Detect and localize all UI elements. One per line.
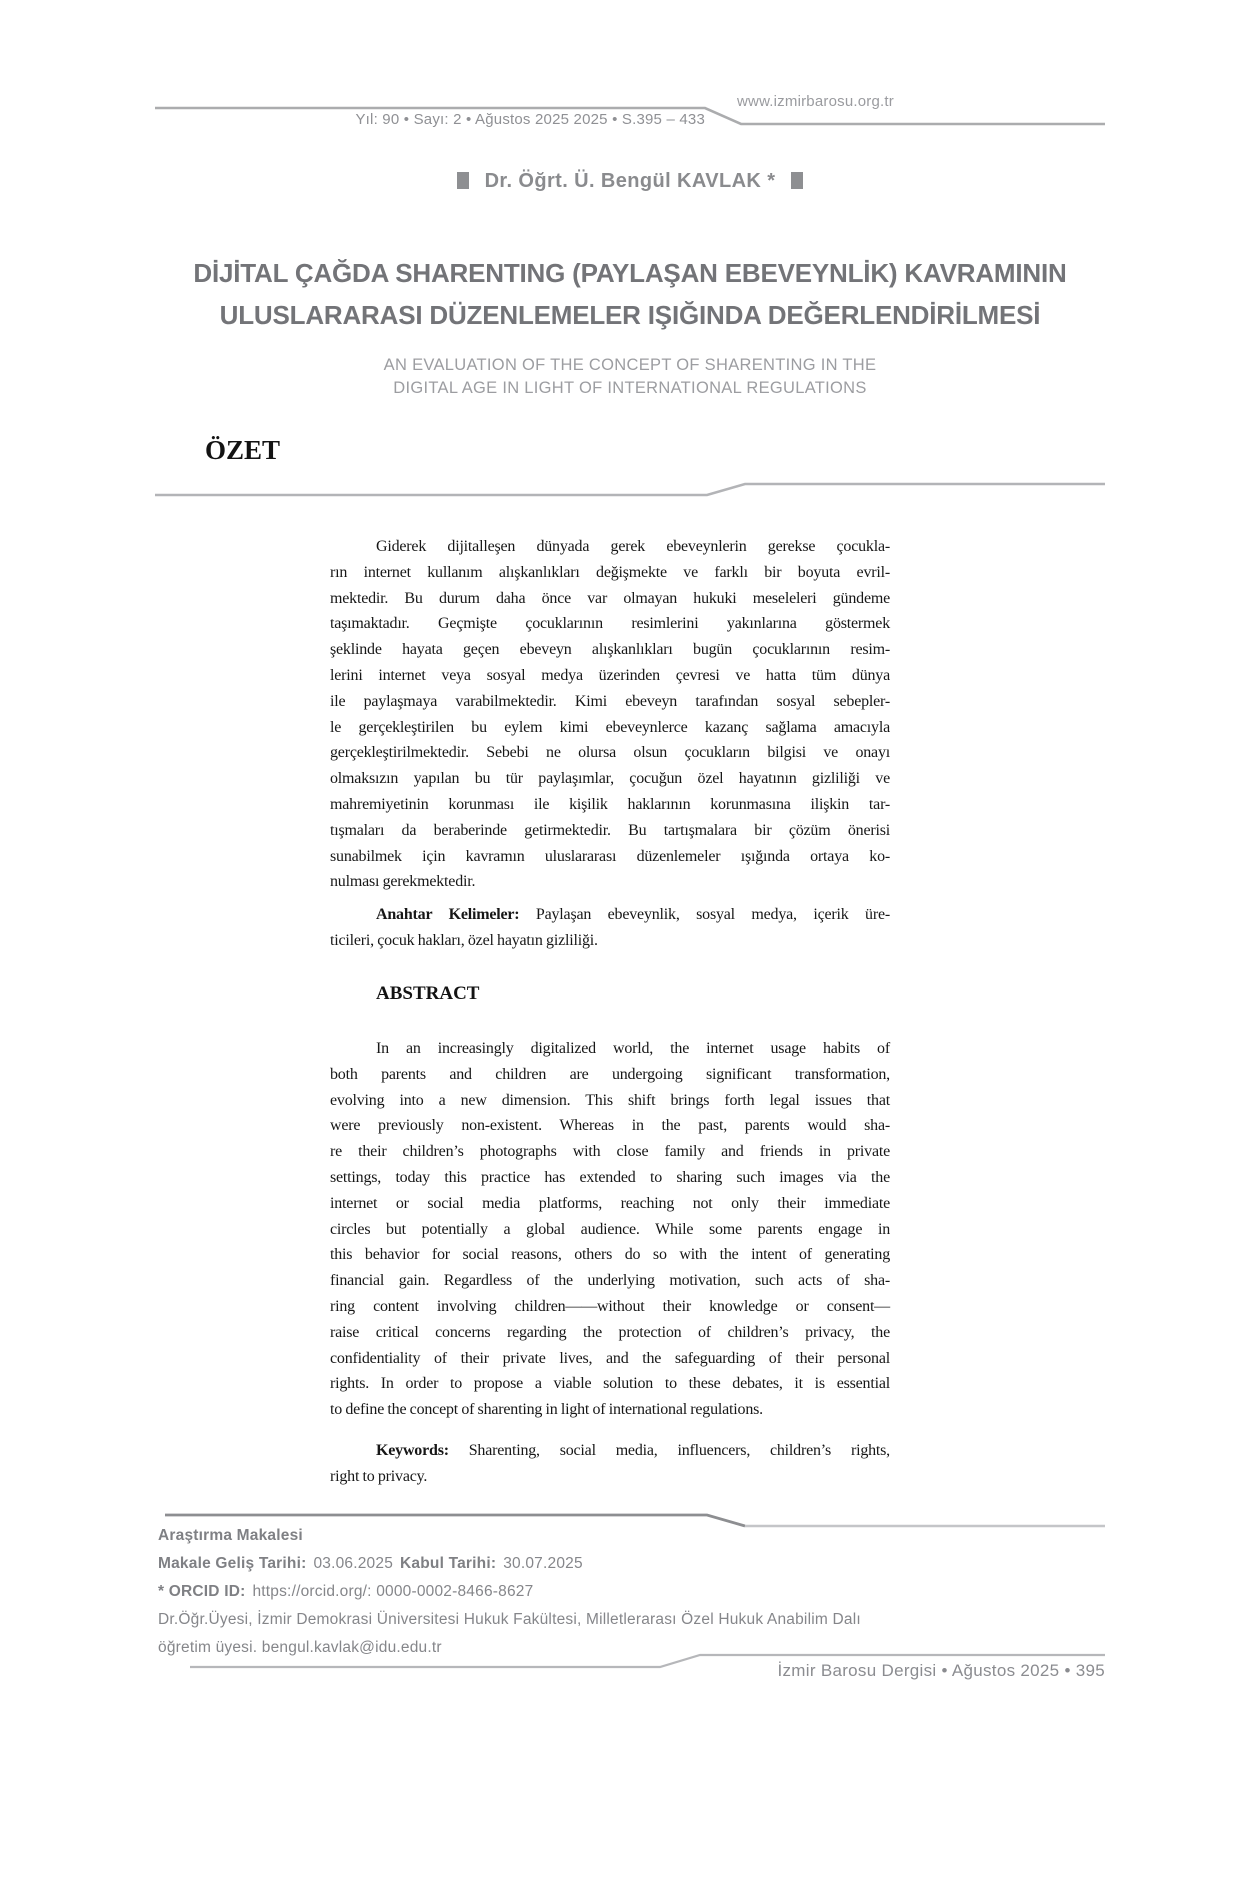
abstract-text-line: settings, today this practice has extended to sharing such images via the bbox=[330, 1168, 890, 1186]
author-line bbox=[0, 170, 1260, 193]
page-footer: İzmir Barosu Dergisi • Ağustos 2025 • 395 bbox=[777, 1661, 1105, 1680]
keywords-label: Keywords: bbox=[376, 1442, 449, 1459]
author-name: Dr. Öğrt. Ü. Bengül KAVLAK * bbox=[484, 170, 776, 192]
anahtar-kelimeler bbox=[330, 902, 890, 954]
article-subtitle bbox=[0, 354, 1260, 400]
ozet-text-line: rın internet kullanım alışkanlıkları değişmekte ve farklı bir boyuta evril- bbox=[330, 563, 890, 581]
orcid-label: * ORCID ID: bbox=[158, 1583, 246, 1600]
ozet-text-line: tışmaları da beraberinde getirmektedir. Bu tartışmalara bir çözüm önerisi bbox=[330, 821, 890, 839]
received-label: Makale Geliş Tarihi: bbox=[158, 1555, 307, 1572]
ozet-text-line: mahremiyetinin korunması ile kişilik haklarının korunmasına ilişkin tar- bbox=[330, 795, 890, 813]
abstract-text-line: financial gain. Regardless of the underlying motivation, such acts of sha- bbox=[330, 1272, 890, 1290]
ozet-text-line: nulması gerekmektedir. bbox=[330, 873, 476, 891]
ozet-text-line: lerini internet veya sosyal medya üzerinden çevresi ve hatta tüm dünya bbox=[330, 666, 890, 684]
article-title bbox=[0, 252, 1260, 336]
keywords-text: Sharenting, social media, influencers, children’s rights, bbox=[448, 1442, 890, 1459]
accepted-date: 30.07.2025 bbox=[503, 1555, 583, 1572]
footnote-block bbox=[158, 1522, 1078, 1662]
abstract-text-line: both parents and children are undergoing significant transformation, bbox=[330, 1065, 890, 1083]
affiliation-line-1: Dr.Öğr.Üyesi, İzmir Demokrasi Üniversitesi Hukuk Fakültesi, Milletlerarası Özel Hukuk Anabilim Dalı bbox=[158, 1611, 861, 1628]
keywords bbox=[330, 1438, 890, 1490]
ozet-heading: ÖZET bbox=[205, 435, 281, 465]
subtitle-line-1: AN EVALUATION OF THE CONCEPT OF SHARENTING IN THE bbox=[383, 356, 877, 374]
ozet-text-line: şeklinde hayata geçen ebeveyn alışkanlıkları bugün çocuklarının resim- bbox=[330, 641, 890, 659]
abstract-text-line: internet or social media platforms, reaching not only their immediate bbox=[330, 1194, 890, 1212]
abstract-text-line: evolving into a new dimension. This shift brings forth legal issues that bbox=[330, 1091, 890, 1109]
title-line-2: ULUSLARARASI DÜZENLEMELER IŞIĞINDA DEĞERLENDİRİLMESİ bbox=[219, 300, 1041, 330]
ozet-text-line: le gerçekleştirilen bu eylem kimi ebeveynlerce kazanç sağlama amacıyla bbox=[330, 718, 890, 736]
abstract-text-line: circles but potentially a global audience. While some parents engage in bbox=[330, 1220, 890, 1238]
anahtar-text: Paylaşan ebeveynlik, sosyal medya, içerik üre- bbox=[519, 906, 890, 923]
abstract-text-line: were previously non-existent. Whereas in the past, parents would sha- bbox=[330, 1117, 890, 1135]
abstract-text-line: raise critical concerns regarding the protection of children’s privacy, the bbox=[330, 1323, 890, 1341]
anahtar-label: Anahtar Kelimeler: bbox=[376, 906, 520, 923]
abstract-heading: ABSTRACT bbox=[376, 983, 480, 1004]
abstract-paragraph bbox=[330, 1036, 890, 1423]
ozet-text-line: Giderek dijitalleşen dünyada gerek ebeveynlerin gerekse çocukla- bbox=[376, 538, 890, 555]
anahtar-text: ticileri, çocuk hakları, özel hayatın gizliliği. bbox=[330, 931, 598, 949]
orcid-value: https://orcid.org/: 0000-0002-8466-8627 bbox=[252, 1583, 534, 1600]
article-type: Araştırma Makalesi bbox=[158, 1527, 303, 1544]
ozet-text-line: taşımaktadır. Geçmişte çocuklarının resimlerini yakınlarına göstermek bbox=[330, 615, 890, 633]
abstract-text-line: In an increasingly digitalized world, the internet usage habits of bbox=[376, 1040, 890, 1057]
journal-website: www.izmirbarosu.org.tr bbox=[737, 93, 894, 110]
ozet-text-line: sunabilmek için kavramın uluslararası düzenlemeler ışığında ortaya ko- bbox=[330, 847, 890, 865]
ozet-text-line: olmaksızın yapılan bu tür paylaşımlar, çocuğun özel hayatının gizliliği ve bbox=[330, 770, 890, 788]
square-marker-icon bbox=[457, 172, 469, 189]
square-marker-icon bbox=[791, 172, 803, 189]
affiliation-line-2: öğretim üyesi. bengul.kavlak@idu.edu.tr bbox=[158, 1639, 442, 1656]
ozet-text-line: ile paylaşmaya varabilmektedir. Kimi ebeveyn tarafından sosyal sebepler- bbox=[330, 692, 890, 710]
issue-info: Yıl: 90 • Sayı: 2 • Ağustos 2025 2025 • S.395 – 433 bbox=[355, 111, 705, 128]
abstract-text-line: rights. In order to propose a viable solution to these debates, it is essential bbox=[330, 1375, 890, 1393]
ozet-rule bbox=[155, 479, 1105, 501]
received-date: 03.06.2025 bbox=[313, 1555, 394, 1572]
abstract-text-line: ring content involving children——without their knowledge or consent— bbox=[330, 1297, 890, 1315]
accepted-label: Kabul Tarihi: bbox=[400, 1555, 497, 1572]
subtitle-line-2: DIGITAL AGE IN LIGHT OF INTERNATIONAL REGULATIONS bbox=[393, 379, 867, 397]
abstract-text-line: re their children’s photographs with close family and friends in private bbox=[330, 1143, 890, 1161]
title-line-1: DİJİTAL ÇAĞDA SHARENTING (PAYLAŞAN EBEVEYNLİK) KAVRAMININ bbox=[193, 258, 1067, 288]
ozet-text-line: mektedir. Bu durum daha önce var olmayan hukuki meseleleri gündeme bbox=[330, 589, 890, 607]
orcid-line bbox=[158, 1578, 1078, 1606]
keywords-text: right to privacy. bbox=[330, 1467, 428, 1485]
abstract-text-line: this behavior for social reasons, others do so with the intent of generating bbox=[330, 1246, 890, 1264]
abstract-text-line: to define the concept of sharenting in light of international regulations. bbox=[330, 1401, 763, 1419]
abstract-text-line: confidentiality of their private lives, and the safeguarding of their personal bbox=[330, 1349, 890, 1367]
dates-line bbox=[158, 1550, 1078, 1578]
ozet-text-line: gerçekleştirilmektedir. Sebebi ne olursa olsun çocukların bilgisi ve onayı bbox=[330, 744, 890, 762]
ozet-paragraph bbox=[330, 534, 890, 895]
